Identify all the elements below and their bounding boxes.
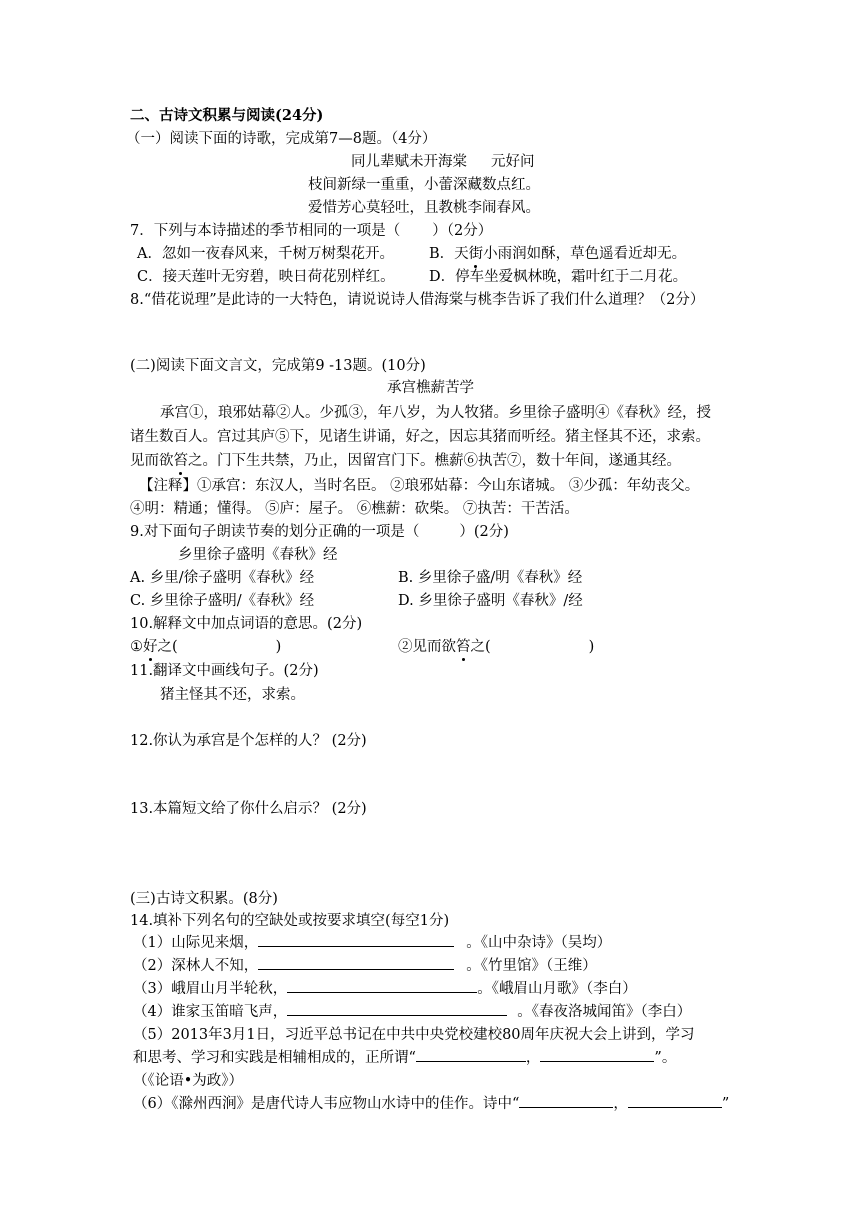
question-9-stem — [130, 522, 509, 542]
q14-blank-2[interactable] — [258, 956, 454, 970]
q14-item-2-source: 。《竹里馆》（王维） — [466, 958, 597, 974]
q14-item-1 — [133, 933, 611, 953]
q14-item-5-line-2 — [133, 1048, 676, 1068]
q14-item-5-line-1: （5）2013年3月1日，习近平总书记在中共中央党校建校80周年庆祝大会上讲到，学习 — [133, 1027, 695, 1043]
q14-blank-5b[interactable] — [540, 1048, 654, 1062]
passage-para-1: 承宫①，琅邪姑幕②人。少孤③，年八岁，为人牧猪。乡里徐子盛明④《春秋》经，授 — [160, 405, 711, 421]
q7-score: ）（2分） — [432, 223, 493, 239]
q14-item-5-comma: ， — [525, 1050, 541, 1066]
q7-option-b-text-2: 小雨润如酥，草色遥看近却无。 — [483, 246, 687, 262]
q14-blank-1[interactable] — [258, 933, 454, 947]
question-8: 8.“借花说理”是此诗的一大特色，请说说诗人借海棠与桃李告诉了我们什么道理？（2分） — [130, 292, 705, 308]
q14-item-6-text: （6）《滁州西涧》是唐代诗人韦应物山水诗中的佳作。诗中“ — [133, 1096, 520, 1112]
q14-item-4-prompt: （4）谁家玉笛暗飞声， — [133, 1004, 288, 1020]
passage-para-2: 诸生数百人。宫过其庐⑤下，见诸生讲诵，好之，因忘其猪而听经。猪主怪其不还，求索。 — [130, 429, 710, 445]
q7-option-a: A．忽如一夜春风来，千树万树梨花开。 — [137, 246, 394, 262]
question-7-stem — [130, 221, 492, 241]
q10-item-1-close: ) — [275, 639, 282, 655]
q14-item-2 — [133, 956, 597, 976]
part1-intro: （一）阅读下面的诗歌，完成第7—8题。（4分） — [126, 131, 437, 147]
q14-item-3-prompt: （3）峨眉山月半轮秋， — [133, 981, 288, 997]
q14-item-3-source: 。《峨眉山月歌》（李白） — [477, 981, 637, 997]
q14-item-6 — [133, 1094, 729, 1114]
poem-title: 同儿辈赋未开海棠 — [351, 154, 467, 170]
emphasis-dot-char: 笞 — [173, 453, 188, 469]
passage-para-3 — [130, 451, 681, 471]
q10-item-2-close: ) — [588, 639, 595, 655]
q9-option-d: D. 乡里徐子盛明《春秋》/经 — [398, 593, 583, 609]
question-11-stem: 11.翻译文中画线句子。(2分) — [130, 663, 319, 679]
q14-item-6-end: ” — [721, 1096, 730, 1112]
emphasis-dot-char: 好 — [143, 639, 158, 655]
part2-intro: (二)阅读下面文言文，完成第9 -13题。(10分) — [130, 358, 426, 374]
q14-item-4-source: 。《春夜洛城闻笛》（李白） — [517, 1004, 692, 1020]
q10-item-2-text-2: 之( — [470, 639, 491, 655]
q14-item-1-prompt: （1）山际见来烟， — [133, 935, 259, 951]
q7-option-c: C．接天莲叶无穷碧，映日荷花别样红。 — [137, 269, 395, 285]
q7-option-d: D．停车坐爱枫林晚，霜叶红于二月花。 — [429, 269, 688, 285]
q14-item-4 — [133, 1002, 691, 1022]
q14-item-5-end: ”。 — [654, 1050, 677, 1066]
q10-item-2-text-1: ②见而欲 — [398, 639, 456, 655]
q9-option-b: B. 乡里徐子盛/明《春秋》经 — [398, 570, 583, 586]
question-14-stem: 14.填补下列名句的空缺处或按要求填空(每空1分) — [130, 913, 450, 929]
section-title: 二、古诗文积累与阅读(24分) — [130, 107, 324, 124]
q10-item-2 — [398, 637, 594, 657]
emphasis-dot-char: 笞 — [456, 639, 471, 655]
q9-score: ）(2分) — [459, 524, 509, 540]
q14-item-3 — [133, 979, 637, 999]
passage-para-3-text-2: 之。门下生共禁，乃止，因留宫门下。樵薪⑥执苦⑦，数十年间，遂通其经。 — [188, 453, 681, 469]
poem-author: 元好问 — [491, 154, 535, 170]
q9-sentence: 乡里徐子盛明《春秋》经 — [178, 547, 338, 563]
q14-blank-6a[interactable] — [519, 1094, 613, 1108]
emphasis-dot-char: 街 — [468, 246, 484, 262]
q9-option-c: C. 乡里徐子盛明/《春秋》经 — [130, 593, 315, 609]
q14-item-5-line-3: （《论语•为政》） — [133, 1073, 244, 1089]
q9-option-a: A. 乡里/徐子盛明《春秋》经 — [130, 570, 315, 586]
passage-para-3-text-1: 见而欲 — [130, 453, 174, 469]
q14-blank-5a[interactable] — [416, 1048, 526, 1062]
q7-stem-text: 7．下列与本诗描述的季节相同的一项是（ — [130, 223, 401, 239]
q11-sentence: 猪主怪其不还，求索。 — [160, 687, 305, 703]
q14-blank-3[interactable] — [287, 979, 477, 993]
q14-blank-6b[interactable] — [628, 1094, 722, 1108]
annotation-line-1: 【注释】①承宫：东汉人，当时名臣。 ②琅邪姑幕：今山东诸城。 ③少孤：年幼丧父。 — [139, 478, 700, 494]
q14-item-6-comma: ， — [613, 1096, 628, 1112]
q7-option-b — [429, 244, 686, 264]
question-12: 12.你认为承宫是个怎样的人？ (2分) — [130, 733, 367, 749]
q14-item-2-prompt: （2）深林人不知， — [133, 958, 259, 974]
q10-item-1 — [130, 637, 281, 657]
q14-item-5-text: 和思考、学习和实践是相辅相成的，正所谓“ — [133, 1050, 416, 1066]
q9-stem-text: 9.对下面句子朗读节奏的划分正确的一项是（ — [130, 524, 420, 540]
q7-option-b-text-1: B．天 — [429, 246, 469, 262]
q14-blank-4[interactable] — [287, 1002, 507, 1016]
poem-line-2: 爱惜芳心莫轻吐，且教桃李闹春风。 — [308, 200, 540, 216]
q10-item-1-text: 之( — [157, 639, 178, 655]
q10-item-1-number: ① — [130, 639, 143, 655]
part3-intro: (三)古诗文积累。(8分) — [130, 891, 278, 907]
passage-title: 承宫樵薪苦学 — [387, 380, 474, 396]
q14-item-1-source: 。《山中杂诗》（吴均） — [466, 935, 612, 951]
question-13: 13.本篇短文给了你什么启示？ (2分) — [130, 801, 367, 817]
annotation-line-2: ④明：精通；懂得。 ⑤庐：屋子。 ⑥樵薪：砍柴。 ⑦执苦：干苦活。 — [130, 501, 579, 517]
poem-title-line — [351, 152, 535, 172]
question-10-stem: 10.解释文中加点词语的意思。(2分) — [130, 616, 363, 632]
poem-line-1: 枝间新绿一重重，小蕾深藏数点红。 — [308, 177, 540, 193]
